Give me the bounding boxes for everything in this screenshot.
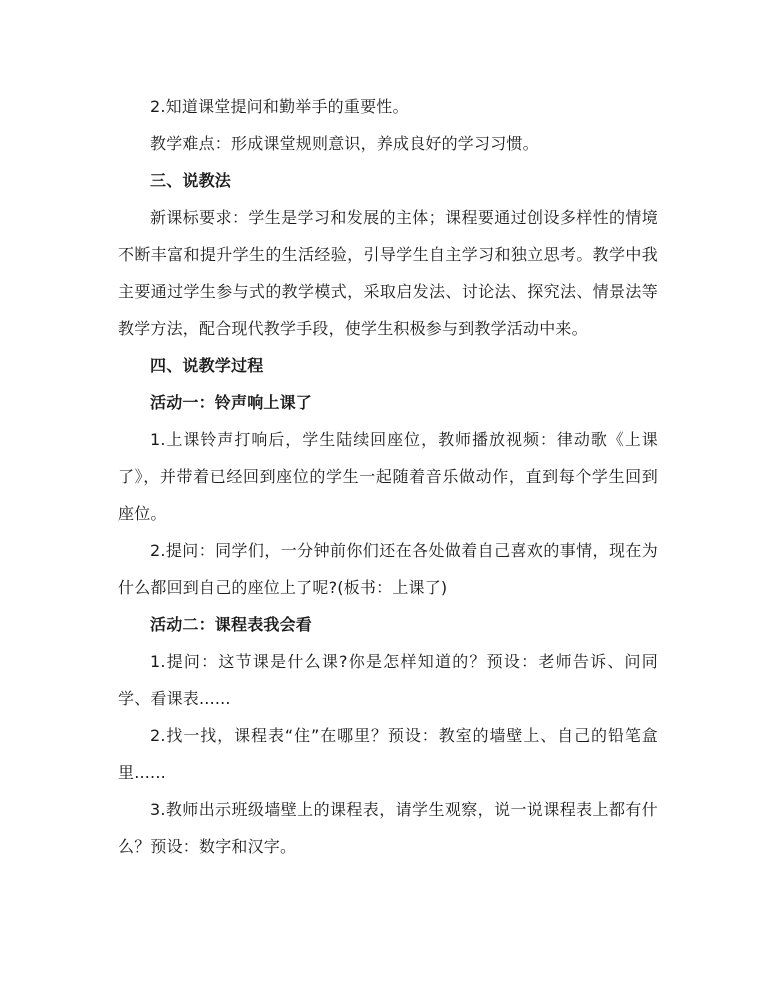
activity-heading-one: 活动一：铃声响上课了 <box>150 393 313 412</box>
paragraph-activity-two-step-1: 1.提问：这节课是什么课?你是怎样知道的？预设：老师告诉、问同学、看课表...... <box>118 652 658 708</box>
section-heading-teaching-process: 四、说教学过程 <box>150 356 264 375</box>
paragraph-activity-one-step-1: 1.上课铃声打响后，学生陆续回座位，教师播放视频：律动歌《上课了》，并带着已经回到座位的学生一起随着音乐做动作，直到每个学生回到座位。 <box>118 430 658 523</box>
paragraph-teaching-difficulty: 教学难点：形成课堂规则意识，养成良好的学习习惯。 <box>150 134 539 153</box>
document-body <box>118 88 658 865</box>
paragraph-activity-one-step-2: 2.提问：同学们，一分钟前你们还在各处做着自己喜欢的事情，现在为什么都回到自己的座位上了呢?(板书：上课了) <box>118 541 658 597</box>
paragraph-activity-two-step-2: 2.找一找，课程表“住”在哪里？预设：教室的墙壁上、自己的铅笔盒里...... <box>118 726 658 782</box>
paragraph-teaching-method: 新课标要求：学生是学习和发展的主体；课程要通过创设多样性的情境不断丰富和提升学生的生活经验，引导学生自主学习和独立思考。教学中我主要通过学生参与式的教学模式，采取启发法、讨论法、探究法、情景法等教学方法，配合现代教学手段，使学生积极参与到教学活动中来。 <box>118 208 658 338</box>
activity-heading-two: 活动二：课程表我会看 <box>150 615 313 634</box>
paragraph-activity-two-step-3: 3.教师出示班级墙壁上的课程表，请学生观察，说一说课程表上都有什么？预设：数字和汉字。 <box>118 800 658 856</box>
section-heading-teaching-method: 三、说教法 <box>150 171 232 190</box>
paragraph-objective-2: 2.知道课堂提问和勤举手的重要性。 <box>150 97 409 116</box>
